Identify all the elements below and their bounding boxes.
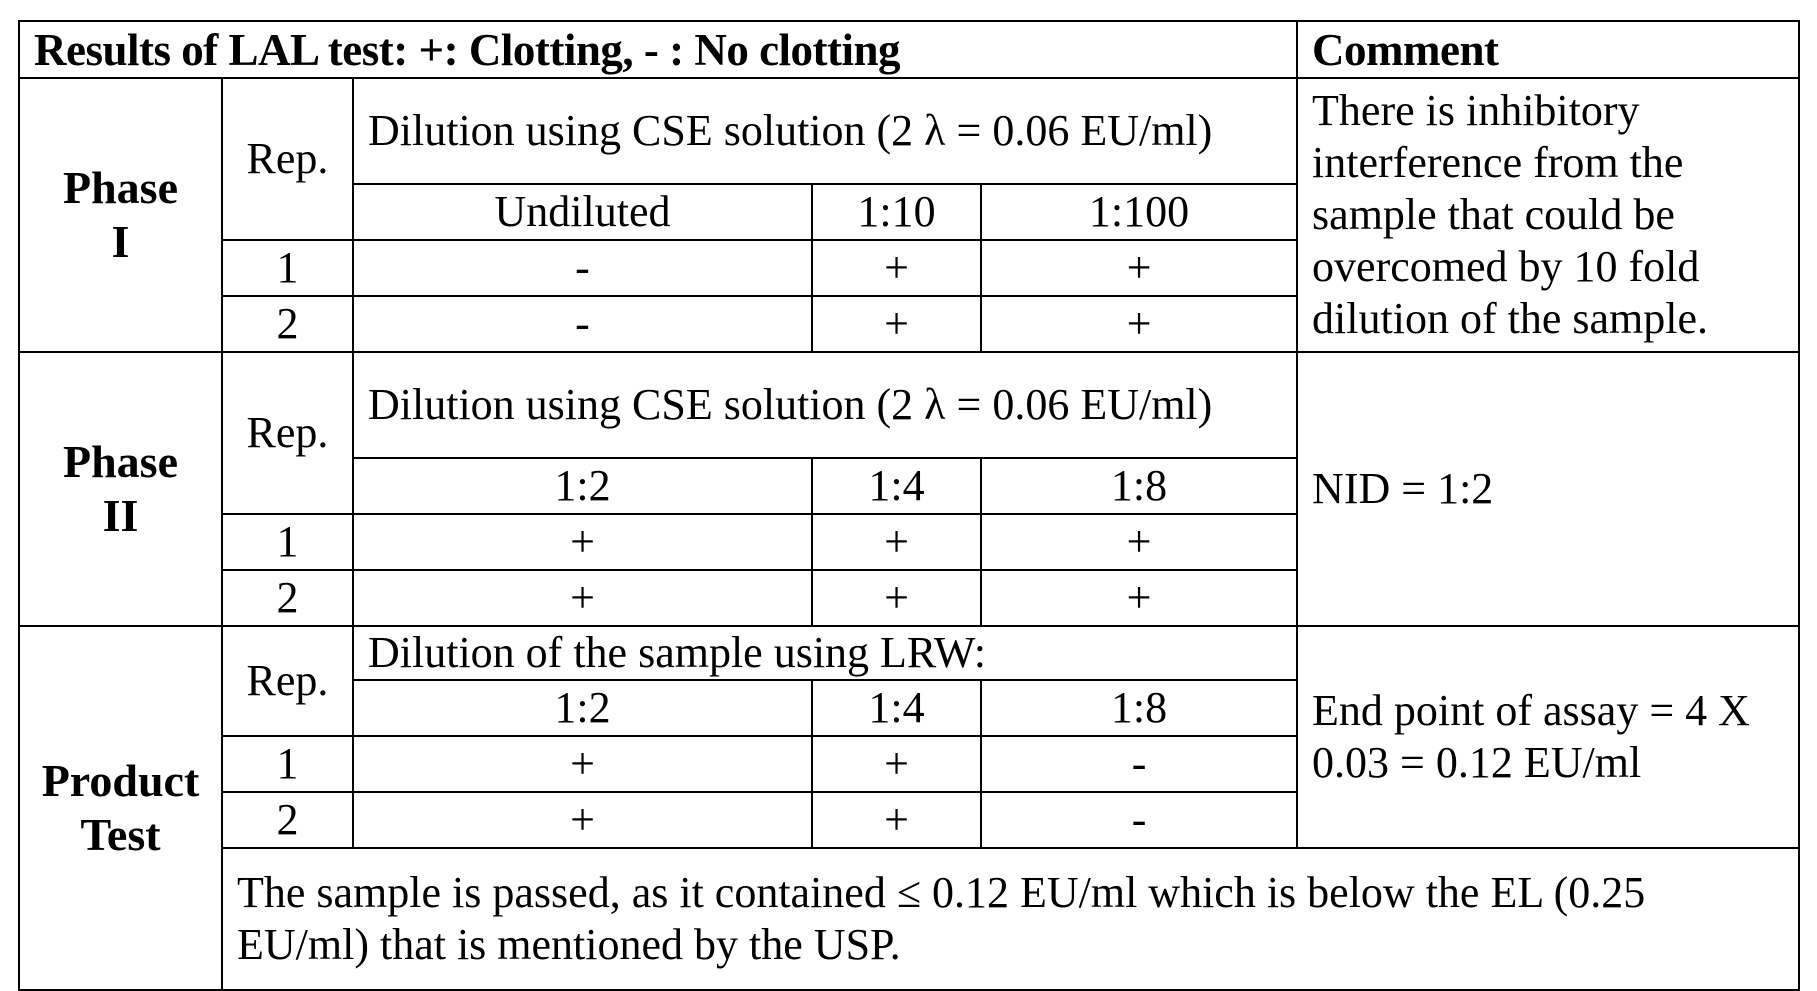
product-rep1-val2: - [981, 736, 1297, 792]
product-label-line2: Test [80, 809, 161, 860]
phase2-rep-label: Rep. [222, 352, 353, 514]
product-col-0: 1:2 [353, 680, 812, 736]
phase1-rep-label: Rep. [222, 78, 353, 240]
product-label-line1: Product [41, 755, 200, 806]
phase1-rep1-val1: + [812, 240, 981, 296]
phase1-rep2-val0: - [353, 296, 812, 352]
phase2-rep1: 1 [222, 514, 353, 570]
product-conclusion: The sample is passed, as it contained ≤ 0.12 EU/ml which is below the EL (0.25 EU/ml) that is mentioned by the USP. [222, 848, 1799, 990]
product-rep2-val1: + [812, 792, 981, 848]
phase1-dilution-text: Dilution using CSE solution (2 λ = 0.06 EU/ml) [353, 78, 1297, 184]
phase1-comment: There is inhibitory interference from the sample that could be overcomed by 10 fold dilution of the sample. [1297, 78, 1799, 352]
product-rep-label: Rep. [222, 626, 353, 736]
phase1-label-line2: I [111, 216, 130, 267]
phase1-rep2: 2 [222, 296, 353, 352]
product-col-1: 1:4 [812, 680, 981, 736]
phase2-col-1: 1:4 [812, 458, 981, 514]
product-col-2: 1:8 [981, 680, 1297, 736]
phase1-dilution-row [19, 78, 1799, 184]
product-dilution-row [19, 626, 1799, 680]
phase2-rep2: 2 [222, 570, 353, 626]
phase2-rep2-val2: + [981, 570, 1297, 626]
phase2-dilution-row [19, 352, 1799, 458]
phase1-rep1: 1 [222, 240, 353, 296]
phase2-dilution-text: Dilution using CSE solution (2 λ = 0.06 EU/ml) [353, 352, 1297, 458]
product-rep2-val2: - [981, 792, 1297, 848]
results-title: Results of LAL test: +: Clotting, - : No clotting [19, 21, 1297, 78]
phase2-rep2-val1: + [812, 570, 981, 626]
phase1-rep1-val0: - [353, 240, 812, 296]
phase1-label [19, 78, 222, 352]
comment-title: Comment [1297, 21, 1799, 78]
phase1-label-line1: Phase [63, 162, 178, 213]
product-label [19, 626, 222, 990]
phase1-rep2-val2: + [981, 296, 1297, 352]
product-rep1-val1: + [812, 736, 981, 792]
phase2-col-2: 1:8 [981, 458, 1297, 514]
phase2-rep1-val0: + [353, 514, 812, 570]
phase2-rep2-val0: + [353, 570, 812, 626]
phase2-rep1-val1: + [812, 514, 981, 570]
lal-results-document [18, 20, 1800, 991]
phase2-label-line1: Phase [63, 436, 178, 487]
phase2-comment: NID = 1:2 [1297, 352, 1799, 626]
table-header-row [19, 21, 1799, 78]
product-rep2-val0: + [353, 792, 812, 848]
product-rep1-val0: + [353, 736, 812, 792]
product-dilution-text: Dilution of the sample using LRW: [353, 626, 1297, 680]
phase1-col-2: 1:100 [981, 184, 1297, 240]
phase2-label [19, 352, 222, 626]
product-rep2: 2 [222, 792, 353, 848]
phase2-rep1-val2: + [981, 514, 1297, 570]
product-rep1: 1 [222, 736, 353, 792]
phase2-col-0: 1:2 [353, 458, 812, 514]
phase1-rep1-val2: + [981, 240, 1297, 296]
phase1-col-1: 1:10 [812, 184, 981, 240]
product-comment: End point of assay = 4 X 0.03 = 0.12 EU/ml [1297, 626, 1799, 848]
lal-results-table [18, 20, 1800, 991]
phase1-col-0: Undiluted [353, 184, 812, 240]
phase2-label-line2: II [102, 490, 139, 541]
phase1-rep2-val1: + [812, 296, 981, 352]
product-conclusion-row [19, 848, 1799, 990]
